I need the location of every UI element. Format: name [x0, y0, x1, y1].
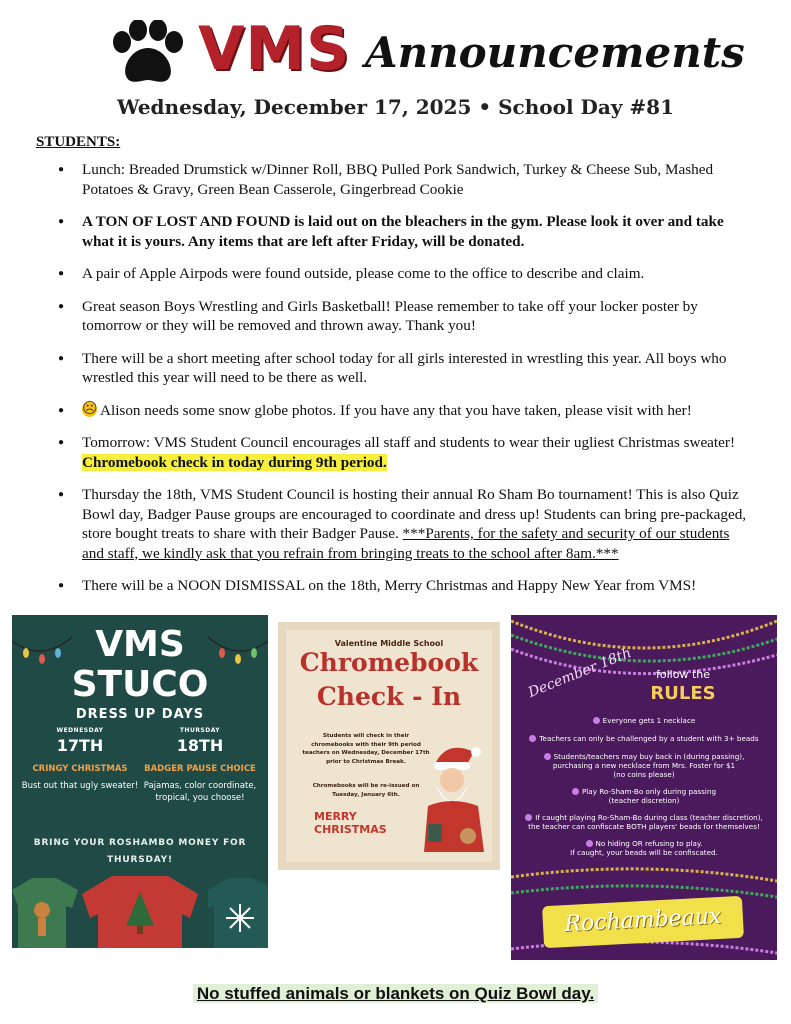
noon-text: There will be a NOON DISMISSAL on the 18th, Merry Christmas and Happy New Year from VMS! [82, 577, 697, 594]
dress-up-days: DRESS UP DAYS [75, 707, 205, 722]
checkin-title: Check - In [316, 682, 462, 711]
wrestling-text: Great season Boys Wrestling and Girls Basketball! Please remember to take off your locker poster by tomorrow or they will be removed and thrown away. Thank you! [82, 297, 698, 334]
wednesday-column [20, 727, 140, 792]
chromebook-title: Chromebook [299, 648, 479, 677]
students-heading: STUDENTS: [36, 134, 121, 150]
sweater-text: Tomorrow: VMS Student Council encourages all staff and students to wear their ugliest Christmas sweater! [82, 434, 736, 451]
bead-bullet-icon [544, 753, 551, 760]
list-item-wrestling [58, 297, 748, 336]
airpods-text: A pair of Apple Airpods were found outside, please come to the office to describe and claim. [82, 265, 645, 282]
col2-day: THURSDAY [179, 727, 221, 734]
list-item-airpods [58, 264, 748, 284]
school-name: Valentine Middle School [334, 639, 444, 648]
rule-6a-text: No hiding OR refusing to play. [595, 839, 703, 848]
announcements-title: Announcements [365, 28, 745, 77]
rule-3b-text: purchasing a new necklace from Mrs. Foster for $1 [552, 761, 736, 770]
bead-bullet-icon [586, 840, 593, 847]
dateline: Wednesday, December 17, 2025 • School Day #81 [117, 95, 674, 119]
ugly-sweaters-icon [12, 870, 268, 948]
paw-print-icon [108, 20, 188, 86]
stuco-line2: STUCO [71, 664, 209, 705]
list-item-meeting [58, 349, 748, 388]
col2-date: 18TH [176, 736, 224, 755]
quiz-bowl-footer-note [0, 984, 791, 1004]
roshambo-text: Thursday the 18th, VMS Student Council is hosting their annual Ro Sham Bo tournament! This is also Quiz Bowl day, Badger Pause groups are encouraged to coordinate and dress up! Students can bring pre-packaged, store bought treats to share with their Badger Pause. [82, 486, 747, 542]
list-item-lost-found [58, 212, 748, 251]
rule-3a-text: Students/teachers may buy back in (during passing), [553, 752, 745, 761]
santa-icon [418, 740, 488, 852]
rule-2 [511, 734, 777, 743]
rule-5b-text: the teacher can confiscate BOTH players' beads for themselves! [528, 822, 760, 831]
rule-2-text: Teachers can only be challenged by a student with 3+ beads [539, 734, 759, 743]
rule-1 [511, 716, 777, 725]
rule-4b-text: (teacher discretion) [608, 796, 680, 805]
list-item-noon-dismissal [58, 576, 748, 596]
list-item-sweater [58, 433, 748, 472]
rule-5a-text: If caught playing Ro-Sham-Bo during class (teacher discretion), [535, 813, 763, 822]
col2-theme: BADGER PAUSE CHOICE [144, 764, 256, 774]
rule-5-line1 [511, 813, 777, 822]
col1-day: WEDNESDAY [56, 727, 104, 734]
lunch-text: Lunch: Breaded Drumstick w/Dinner Roll, BBQ Pulled Pork Sandwich, Turkey & Cheese Sub, Mashed Potatoes & Gravy, Green Bean Casserole, Gingerbread Cookie [82, 161, 714, 198]
rule-6 [511, 839, 777, 857]
col1-date: 17TH [56, 736, 104, 755]
page-header [0, 14, 791, 84]
roshambo-money-note: BRING YOUR ROSHAMBO MONEY FOR THURSDAY! [33, 838, 247, 865]
stuco-dress-up-poster [12, 615, 268, 948]
rules-title: RULES [650, 683, 716, 704]
rule-5 [511, 813, 777, 831]
rule-3c-text: (no coins please) [613, 770, 675, 779]
rule-4-line1 [511, 787, 777, 796]
bead-bullet-icon [572, 788, 579, 795]
rule-6-line1 [511, 839, 777, 848]
col1-desc: Bust out that ugly sweater! [21, 781, 139, 791]
bead-bullet-icon [525, 814, 532, 821]
rule-4a-text: Play Ro-Sham-Bo only during passing [581, 787, 717, 796]
meeting-text: There will be a short meeting after school today for all girls interested in wrestling this year. All boys who wrestled this year will need to be there as well. [82, 349, 727, 386]
list-item-roshambo [58, 485, 748, 563]
vms-title: VMS [198, 14, 351, 84]
bead-bullet-icon [529, 735, 536, 742]
checkin-instructions: Students will check in their chromebooks with their 9th period teachers on Wednesday, December 17th prior to Christmas Break. [302, 733, 430, 765]
announcement-list [58, 160, 748, 609]
rule-6b-text: If caught, your beads will be confiscated. [570, 848, 718, 857]
list-item-alison [58, 401, 748, 421]
rochambeaux-rules-poster [511, 615, 777, 960]
alison-text: Alison needs some snow globe photos. If you have any that you have taken, please visit with her! [100, 401, 692, 419]
rule-4 [511, 787, 777, 805]
bead-bullet-icon [593, 717, 600, 724]
december-18-text: December 18th [525, 645, 634, 701]
chromebook-checkin-poster [278, 622, 500, 870]
parents-notice: ***Parents, for the safety and security of our students and staff, we kindly ask that you refrain from bringing treats to the school after 8am.*** [82, 525, 730, 562]
col2-desc: Pajamas, color coordinate, tropical, you choose! [143, 781, 257, 803]
sad-face-emoji-icon [82, 402, 97, 417]
thursday-column [140, 727, 260, 804]
christmas-word: CHRISTMAS [314, 823, 387, 836]
lost-found-text: A TON OF LOST AND FOUND is laid out on the bleachers in the gym. Please look it over and take what it is yours. Any items that are left after Friday, will be donated. [82, 213, 724, 250]
reissue-note: Chromebooks will be re-issued on Tuesday, January 6th. [312, 783, 420, 798]
list-item-lunch [58, 160, 748, 199]
footer-text: No stuffed animals or blankets on Quiz Bowl day. [193, 984, 598, 1003]
follow-the-text: follow the [656, 668, 710, 681]
col1-theme: CRINGY CHRISTMAS [32, 764, 128, 774]
merry-christmas-text [314, 810, 387, 836]
rule-3 [511, 752, 777, 779]
rule-3-line1 [511, 752, 777, 761]
merry-word: MERRY [314, 810, 357, 823]
chromebook-highlight: Chromebook check in today during 9th period. [82, 453, 387, 471]
rule-1-text: Everyone gets 1 necklace [602, 716, 696, 725]
rochambeaux-text: Rochambeaux [563, 903, 722, 938]
stuco-line1: VMS [95, 624, 185, 665]
